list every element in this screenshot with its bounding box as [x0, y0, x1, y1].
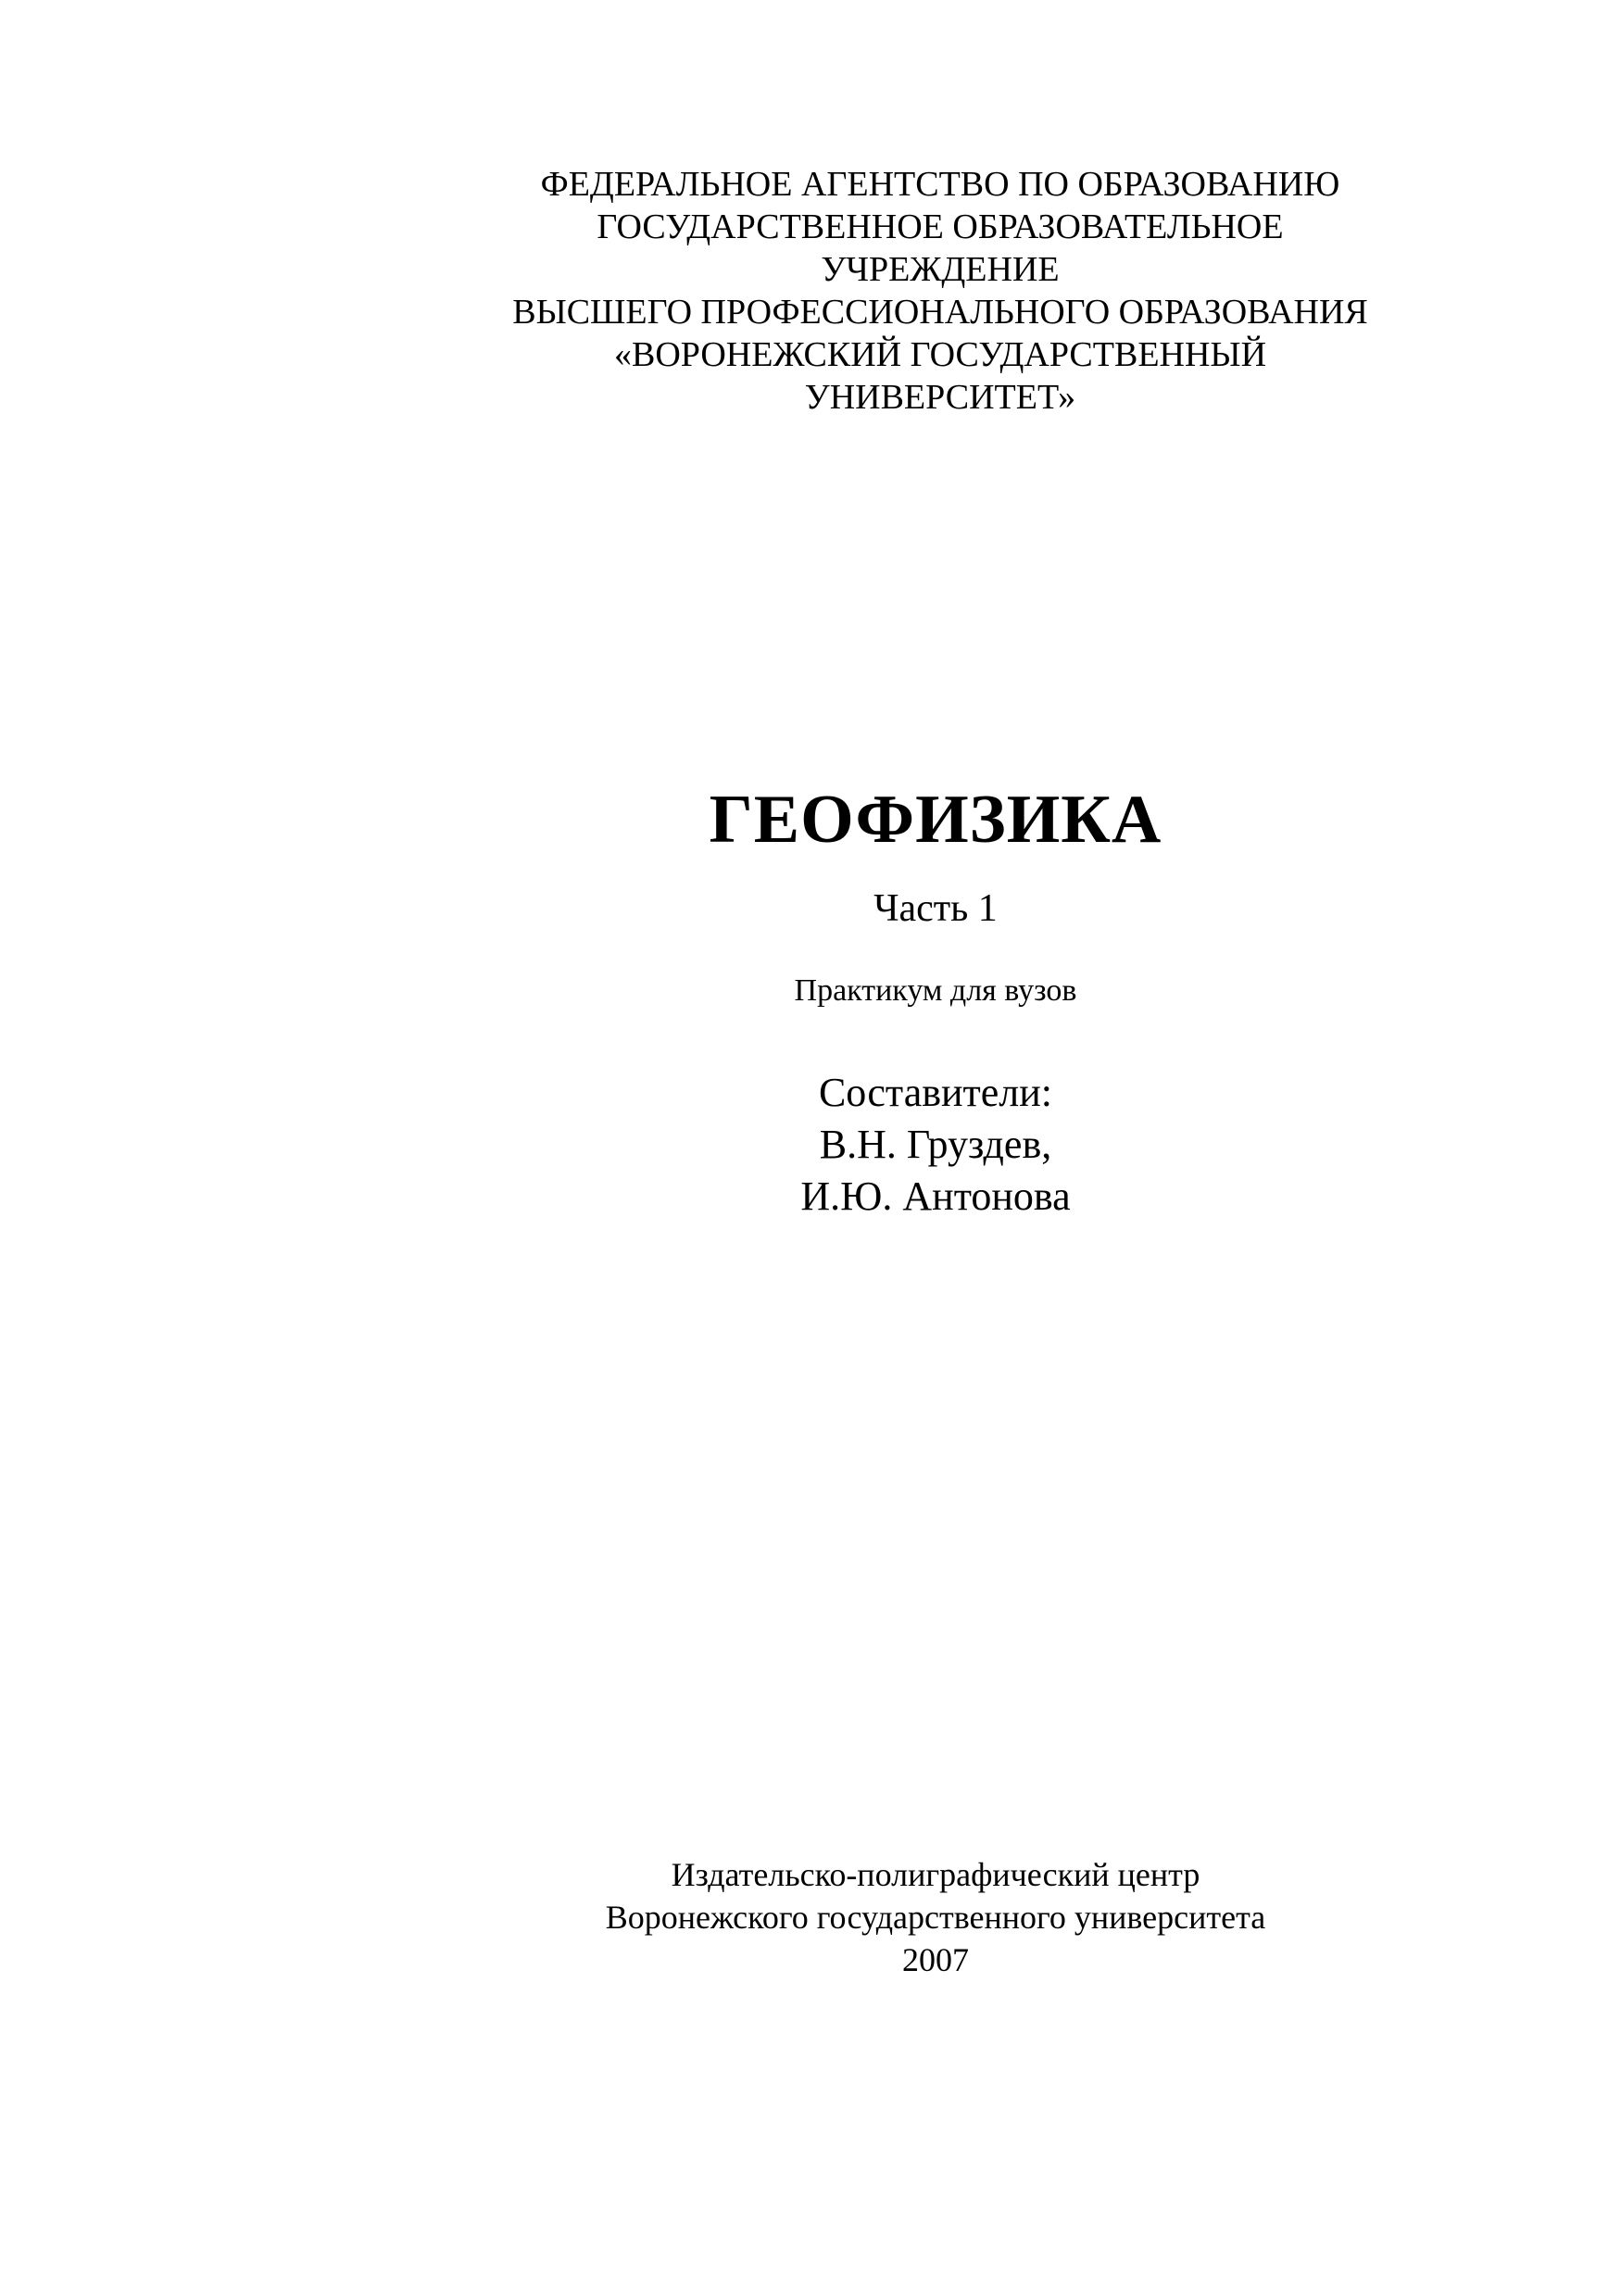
institution-line: ФЕДЕРАЛЬНОЕ АГЕНТСТВО ПО ОБРАЗОВАНИЮ: [540, 165, 1340, 204]
authors-block: [648, 1067, 1223, 1223]
institution-line: ВЫСШЕГО ПРОФЕССИОНАЛЬНОГО ОБРАЗОВАНИЯ: [512, 293, 1368, 332]
institution-line: УНИВЕРСИТЕТ»: [804, 378, 1076, 417]
document-kind: Практикум для вузов: [794, 973, 1077, 1008]
title-block: [648, 778, 1223, 1223]
publisher-name: Издательско-полиграфический центр: [671, 1856, 1200, 1893]
author-name: В.Н. Груздев,: [819, 1122, 1052, 1167]
institution-line: «ВОРОНЕЖСКИЙ ГОСУДАРСТВЕННЫЙ: [613, 335, 1267, 374]
institution-line: ГОСУДАРСТВЕННОЕ ОБРАЗОВАТЕЛЬНОЕ: [597, 207, 1284, 246]
author-name: И.Ю. Антонова: [800, 1173, 1071, 1219]
institution-header: [463, 163, 1417, 419]
publisher-block: [519, 1853, 1352, 1981]
institution-line: УЧРЕЖДЕНИЕ: [821, 250, 1060, 289]
publication-year: 2007: [902, 1941, 969, 1978]
part-number: Часть 1: [873, 887, 998, 930]
authors-heading: Составители:: [818, 1070, 1053, 1115]
publisher-university: Воронежского государственного университета: [605, 1899, 1266, 1936]
document-title: ГЕОФИЗИКА: [709, 782, 1162, 858]
